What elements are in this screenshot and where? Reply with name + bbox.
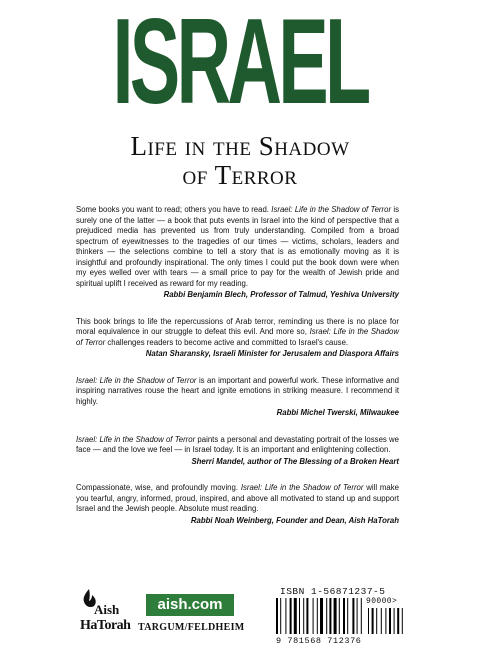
review-list xyxy=(76,205,399,542)
aish-logo-line2: HaTorah xyxy=(80,618,131,633)
review-text-post: paints a personal and devastating portrait of the losses we face — and the love we feel — in Israel today. It is an important and enlightening collection. xyxy=(76,434,399,454)
review-text-post: challenges readers to become active and committed to Israel's cause. xyxy=(105,337,349,347)
review-book-title: Israel: Life in the Shadow of Terror xyxy=(76,327,399,347)
review-text xyxy=(76,376,399,408)
review-mandel xyxy=(76,435,399,468)
review-book-title: Israel: Life in the Shadow of Terror xyxy=(271,205,392,214)
review-text-post: is an important and powerful work. These informative and inspiring narratives rouse the heart and ignite emotions in striking measure. I recommend it highly. xyxy=(76,375,400,406)
review-attribution: Sherri Mandel, author of The Blessing of a Broken Heart xyxy=(191,456,399,466)
aish-logo-line1: Aish xyxy=(94,602,120,617)
review-text xyxy=(76,205,399,289)
review-attribution: Natan Sharansky, Israeli Minister for Jerusalem and Diaspora Affairs xyxy=(145,349,399,358)
isbn-number: ISBN 1-56871237-5 xyxy=(280,586,386,597)
review-text-pre: Compassionate, wise, and profoundly moving. xyxy=(76,483,241,492)
review-text-pre: This book brings to life the repercussions of Arab terror, reminding us there is no place for moral equivalence in our struggle to defeat this evil. And more so, xyxy=(76,316,399,336)
review-attribution: Rabbi Michel Twerski, Milwaukee xyxy=(276,408,399,417)
subtitle-line-1: Life in the Shadow xyxy=(130,131,350,161)
review-text-pre: Some books you want to read; others you have to read. xyxy=(76,205,272,214)
book-subtitle xyxy=(0,132,480,190)
publisher-name: TARGUM/FELDHEIM xyxy=(138,622,245,633)
review-attribution: Rabbi Noah Weinberg, Founder and Dean, Aish HaTorah xyxy=(190,515,399,525)
aish-com-logo: aish.com xyxy=(146,594,234,616)
review-book-title: Israel: Life in the Shadow of Terror xyxy=(240,483,364,492)
book-title: ISRAEL xyxy=(112,0,368,129)
review-text-post: is surely one of the latter — a book that puts events in Israel into the kind of perspective that a prejudiced media has prevented us from truly understanding. Compiled from a broad spectrum of eyewitnesses to the tragedies of our times — victims, scholars, leaders and thinkers — the selections combine to tell a story that is as emotionally moving as it is insightful and profoundly inspirational. The only times I could put the book down were when my eyes welled over with tears — a small price to pay for the wealth of Jewish pride and spiritual uplift I received as reward for my reading. xyxy=(76,205,399,288)
aish-hatorah-logo xyxy=(78,588,131,640)
review-weinberg xyxy=(76,483,399,526)
review-text xyxy=(76,435,399,456)
review-sharansky xyxy=(76,317,399,360)
back-cover-footer xyxy=(0,580,480,650)
review-text xyxy=(76,317,399,349)
review-text-post: will make you tearful, angry, informed, proud, inspired, and above all motivated to stand up and support Israel and the Jewish people. Absolute must reading. xyxy=(76,483,399,513)
review-attribution: Rabbi Benjamin Blech, Professor of Talmud, Yeshiva University xyxy=(163,290,399,299)
review-blech xyxy=(76,205,399,301)
barcode-addon-digits: 90000> xyxy=(366,597,398,606)
review-book-title: Israel: Life in the Shadow of Terror xyxy=(76,434,196,444)
barcode-digits: 9 781568 712376 xyxy=(276,636,362,646)
review-text xyxy=(76,483,399,515)
review-twerski xyxy=(76,376,399,419)
subtitle-line-2: of Terror xyxy=(182,160,298,190)
review-book-title: Israel: Life in the Shadow of Terror xyxy=(76,375,197,385)
